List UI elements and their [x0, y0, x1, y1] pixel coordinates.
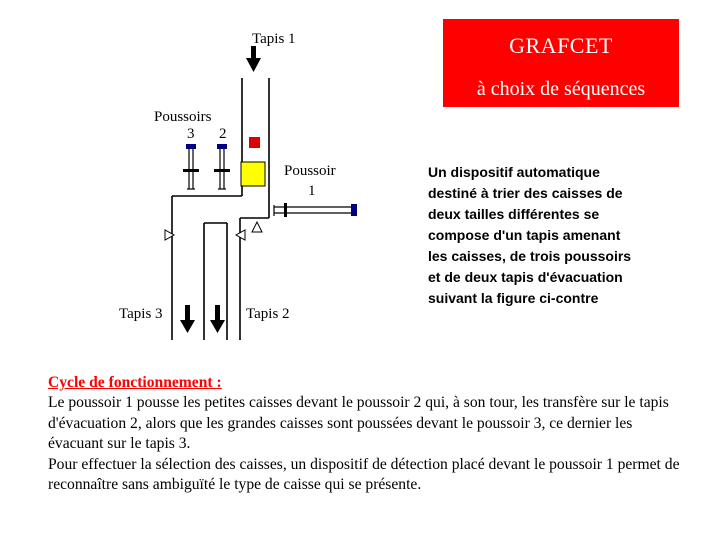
tapis1-label: Tapis 1 [252, 31, 296, 47]
subtitle-text: à choix de séquences [476, 78, 646, 100]
poussoir1-label: Poussoir [284, 163, 336, 179]
sensor-poussoir1 [252, 222, 262, 232]
pusher-3-number: 3 [187, 126, 195, 142]
title-text: GRAFCET [509, 33, 613, 58]
poussoir1-number: 1 [308, 183, 316, 199]
pusher-2-number: 2 [219, 126, 227, 142]
poussoirs-label: Poussoirs [154, 109, 212, 125]
pusher-3 [183, 144, 199, 189]
large-box [241, 162, 265, 186]
tapis2-arrow [210, 305, 225, 333]
tapis3-label: Tapis 3 [119, 306, 163, 322]
cycle-paragraph-2: Pour effectuer la sélection des caisses, un dispositif de détection placé devant le poussoir 1 permet de reconnaître sans ambiguïté le type de caisse qui se présente. [48, 455, 680, 494]
pusher-2 [214, 144, 230, 189]
title-box [443, 19, 679, 107]
cycle-section [48, 373, 688, 495]
sorting-system-diagram [0, 0, 420, 350]
small-box [249, 137, 260, 148]
pusher-1 [274, 203, 357, 217]
cycle-title: Cycle de fonctionnement : [48, 374, 222, 391]
cycle-paragraph-1: Le poussoir 1 pousse les petites caisses devant le poussoir 2 qui, à son tour, les transfère sur le tapis d'évacuation 2, alors que les grandes caisses sont poussées devant le poussoir 3, ce dernier les évacuant sur le tapis 3. [48, 394, 669, 453]
tapis2-label: Tapis 2 [246, 306, 290, 322]
tapis1-arrow [246, 46, 261, 72]
description-text: Un dispositif automatique destiné à trier des caisses de deux tailles différentes se compose d'un tapis amenant les caisses, de trois poussoirs et de deux tapis d'évacuation suivant la figure ci-contre [428, 164, 632, 306]
tapis3-arrow [180, 305, 195, 333]
